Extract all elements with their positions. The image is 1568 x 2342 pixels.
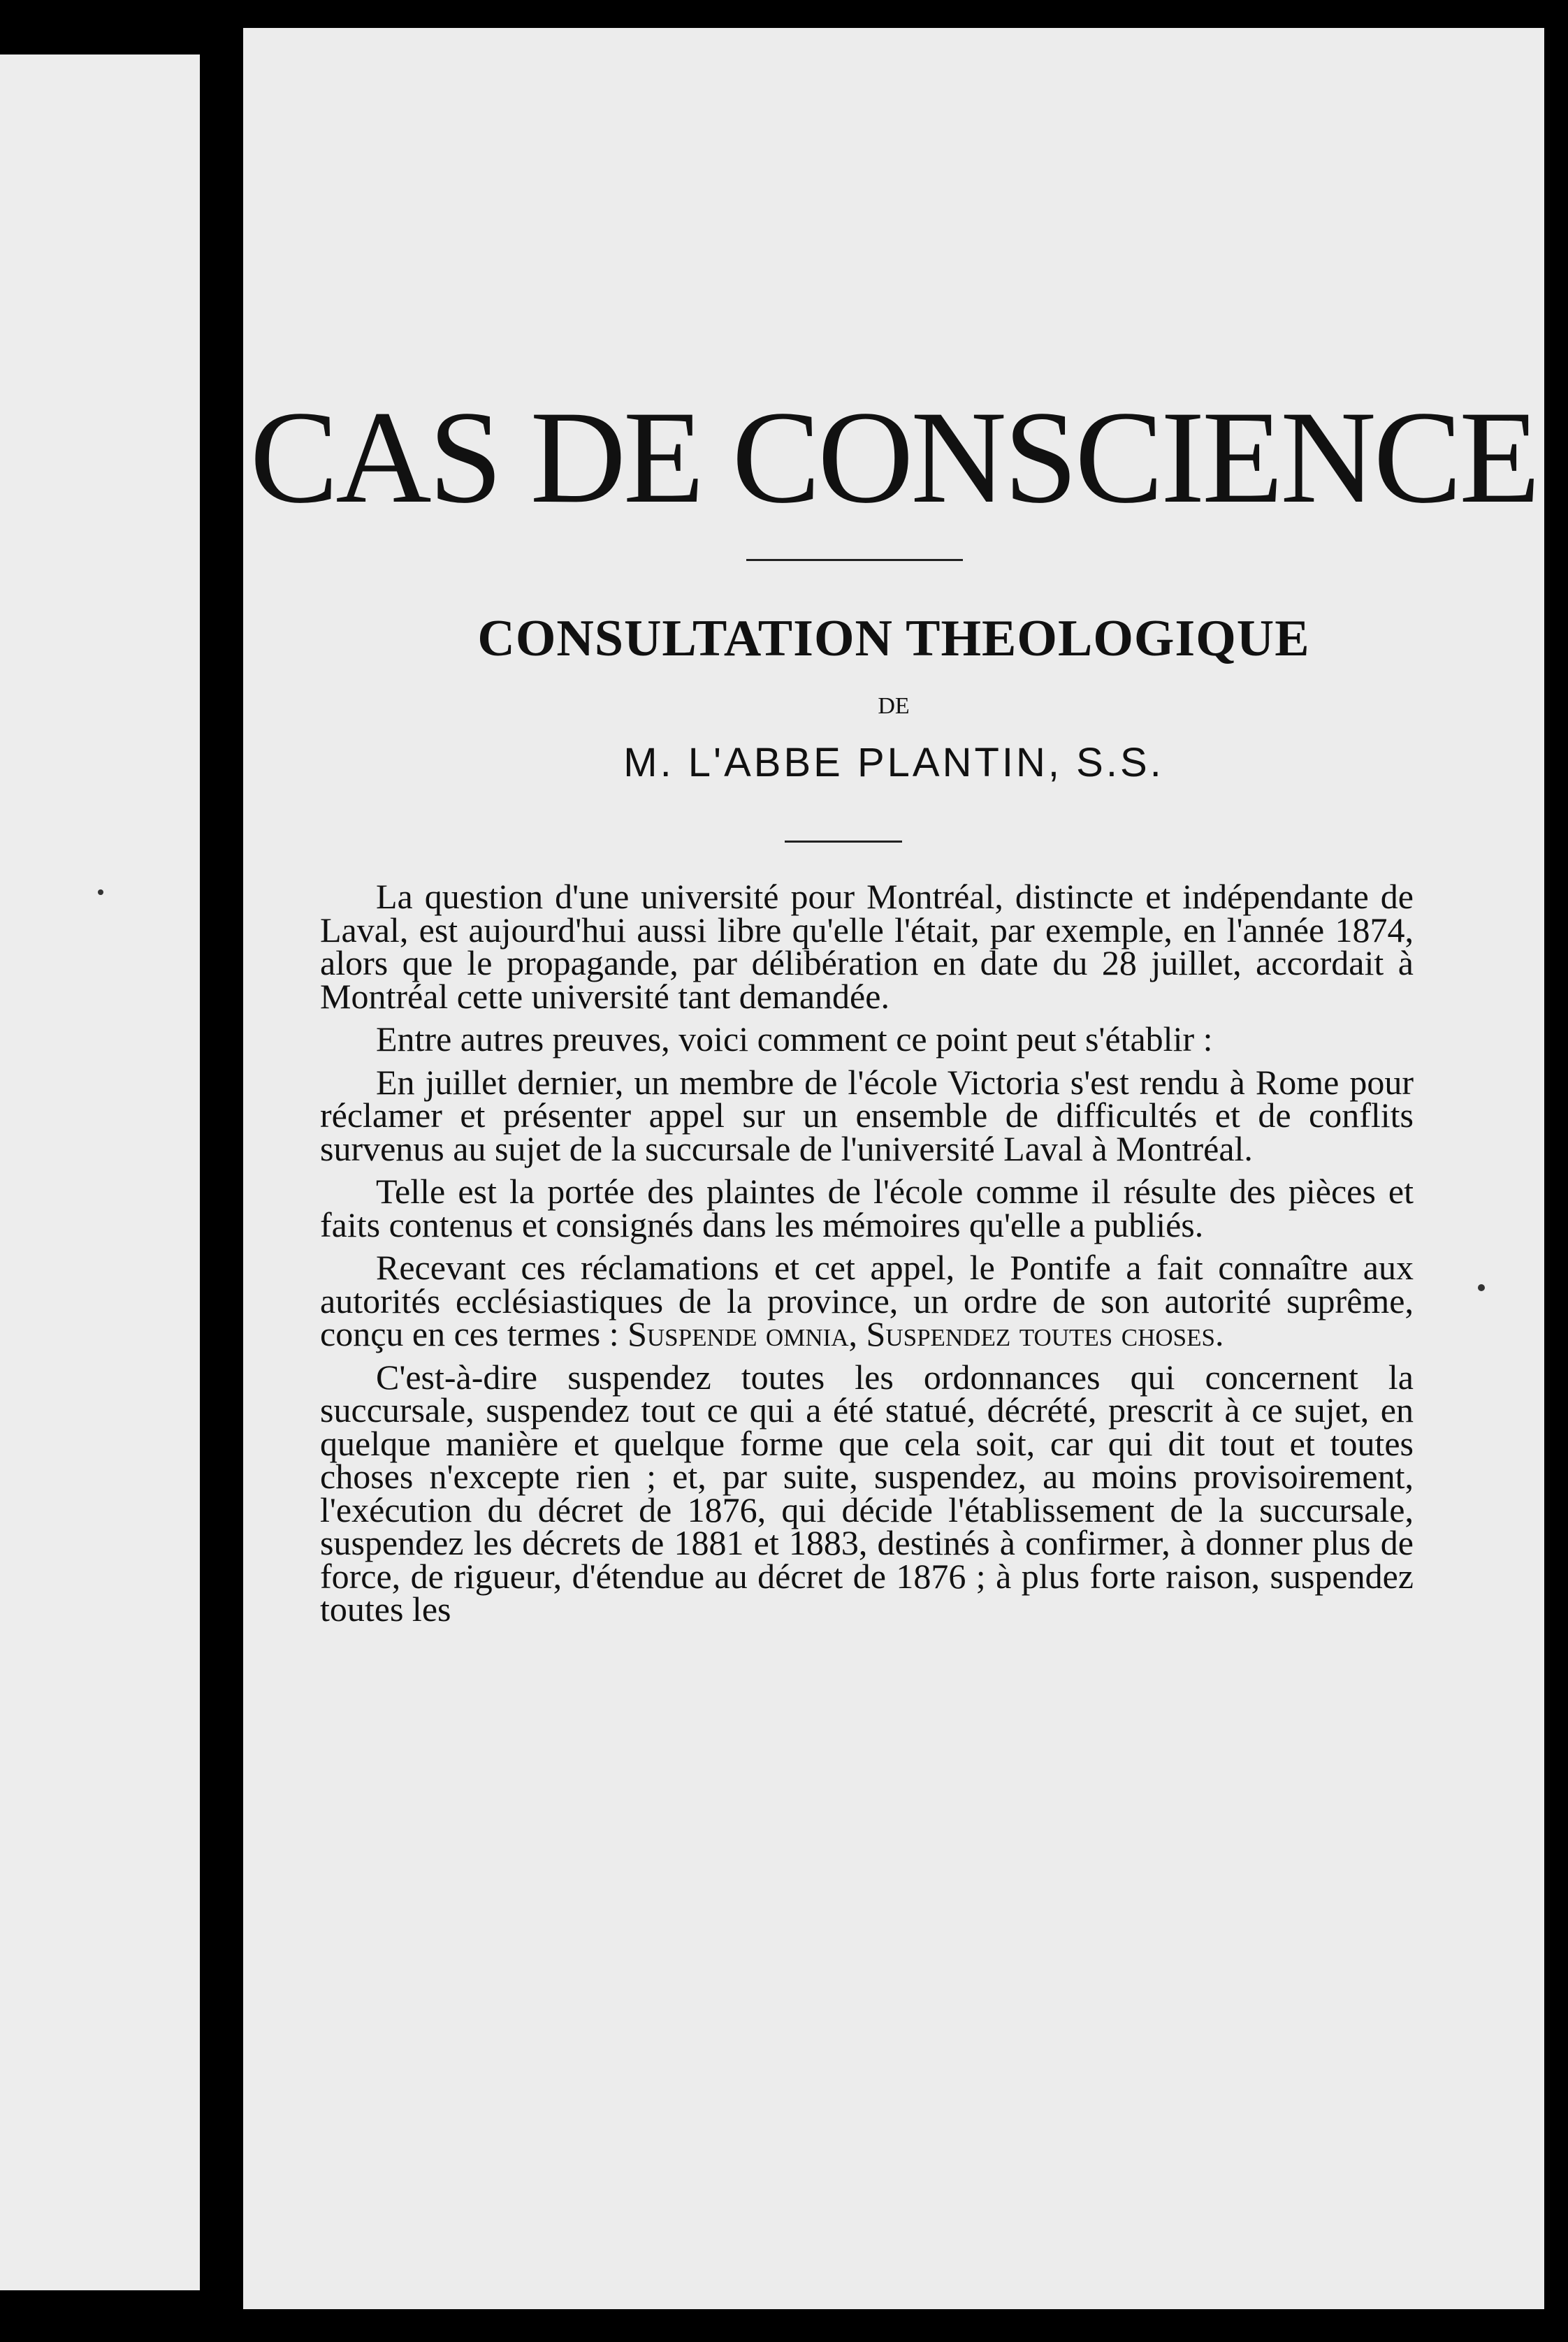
body-text xyxy=(320,877,1414,1636)
page-speck xyxy=(98,889,103,895)
paragraph: Telle est la portée des plaintes de l'école comme il résulte des pièces et faits contenus et consignés dans les mémoires qu'elle a publiés. xyxy=(320,1172,1414,1244)
paragraph: C'est-à-dire suspendez toutes les ordonnances qui concernent la succursale, suspendez tout ce qui a été statué, décrété, prescrit à ce sujet, en quelque manière et quelque forme que cela soit, car qui dit tout et toutes choses n'excepte rien ; et, par suite, suspendez, au moins provisoirement, l'exécution du décret de 1876, qui décide l'établissement de la succursale, suspendez les décrets de 1881 et 1883, destinés à confirmer, à donner plus de force, de rigueur, d'étendue au décret de 1876 ; à plus forte raison, suspendez toutes les xyxy=(320,1357,1414,1629)
title-divider xyxy=(746,559,963,561)
latin-quote: Suspende omnia, Suspendez toutes choses. xyxy=(627,1314,1224,1353)
paragraph xyxy=(320,1248,1414,1353)
subtitle-preposition: DE xyxy=(878,693,910,719)
subtitle: CONSULTATION THEOLOGIQUE xyxy=(477,610,1310,667)
paragraph: Entre autres preuves, voici comment ce point peut s'établir : xyxy=(376,1019,1213,1059)
page-title: CAS DE CONSCIENCE xyxy=(249,384,1538,531)
facing-page xyxy=(0,54,200,2290)
document-page xyxy=(243,28,1544,2309)
author-divider xyxy=(785,841,902,843)
paragraph: En juillet dernier, un membre de l'école Victoria s'est rendu à Rome pour réclamer et présenter appel sur un ensemble de difficultés et de conflits survenus au sujet de la succursale de l'université Laval à Montréal. xyxy=(320,1062,1414,1168)
author-line: M. L'ABBE PLANTIN, S.S. xyxy=(623,740,1164,785)
paragraph: La question d'une université pour Montréal, distincte et indépendante de Laval, est aujourd'hui aussi libre qu'elle l'était, par exemple, en l'année 1874, alors que le propagande, par délibération en date du 28 juillet, accordait à Montréal cette université tant demandée. xyxy=(320,877,1414,1016)
paragraph-text: Recevant ces réclamations et cet appel, le Pontife a fait connaître aux autorités ecclésiastiques de la province, un ordre de son autorité suprême, conçu en ces termes : xyxy=(320,1248,1414,1353)
page-speck xyxy=(1478,1284,1485,1291)
